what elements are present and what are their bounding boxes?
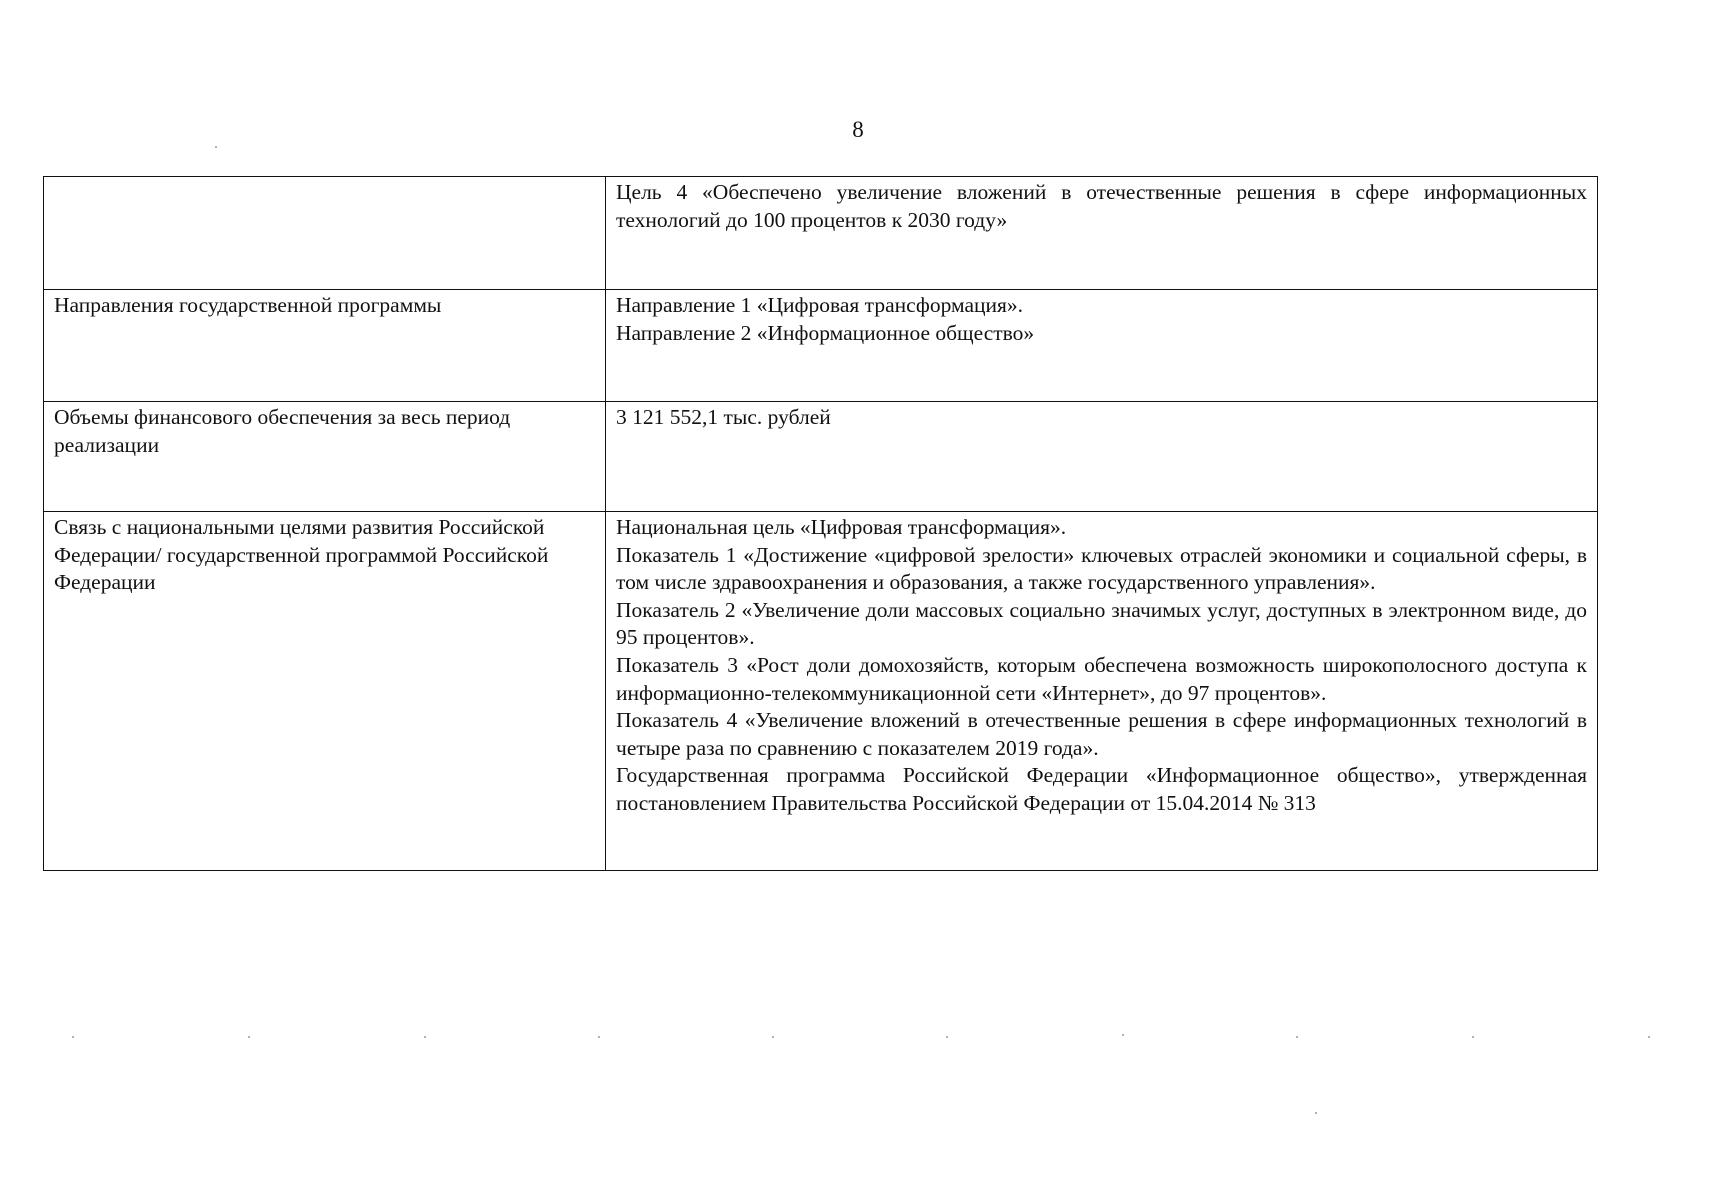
row-label: Направления государственной программы	[44, 290, 606, 402]
indicator-4-text: Показатель 4 «Увеличение вложений в отечественные решения в сфере информационных технологий в четыре раза по сравнению с показателем 2019 года».	[616, 708, 1587, 760]
row-label	[44, 177, 606, 290]
state-program-text: Государственная программа Российской Федерации «Информационное общество», утвержденная постановлением Правительства Российской Федерации от 15.04.2014 № 313	[616, 763, 1587, 815]
scan-dot	[72, 1036, 74, 1038]
row-label: Объемы финансового обеспечения за весь период реализации	[44, 402, 606, 512]
row-label: Связь с национальными целями развития Российской Федерации/ государственной программой Российской Федерации	[44, 512, 606, 871]
scan-dot	[1122, 1034, 1124, 1036]
scan-dot	[1315, 1112, 1317, 1114]
national-goal-text: Национальная цель «Цифровая трансформация».	[616, 515, 1067, 539]
scan-dot	[1648, 1036, 1650, 1038]
row-value	[606, 512, 1598, 871]
indicator-1-text: Показатель 1 «Достижение «цифровой зрелости» ключевых отраслей экономики и социальной сферы, в том числе здравоохранения и образования, а также государственного управления».	[616, 542, 1587, 595]
direction-2-text: Направление 2 «Информационное общество»	[616, 320, 1035, 345]
scan-dot	[1296, 1036, 1298, 1038]
scan-dot	[772, 1036, 774, 1038]
scan-dot	[946, 1036, 948, 1038]
table-row-directions	[44, 290, 1598, 402]
scan-dot	[215, 146, 217, 148]
scan-dot	[248, 1036, 250, 1038]
funding-amount: 3 121 552,1 тыс. рублей	[616, 405, 831, 429]
row-value	[606, 177, 1598, 290]
scan-dot	[424, 1036, 426, 1038]
scan-dot	[1472, 1036, 1474, 1038]
goal-4-text: Цель 4 «Обеспечено увеличение вложений в отечественные решения в сфере информационных технологий до 100 процентов к 2030 году»	[616, 180, 1587, 232]
row-value	[606, 402, 1598, 512]
row-value	[606, 290, 1598, 402]
scan-dot	[598, 1036, 600, 1038]
direction-1-text: Направление 1 «Цифровая трансформация».	[616, 293, 1024, 317]
page-number: 8	[852, 117, 864, 142]
indicator-3-text: Показатель 3 «Рост доли домохозяйств, которым обеспечена возможность широкополосного доступа к информационно-телекоммуникационной сети «Интернет», до 97 процентов».	[616, 652, 1587, 705]
table-row-national-goals	[44, 512, 1598, 871]
program-passport-table	[43, 176, 1598, 871]
table-row-goal-4	[44, 177, 1598, 290]
indicator-2-text: Показатель 2 «Увеличение доли массовых социально значимых услуг, доступных в электронном виде, до 95 процентов».	[616, 597, 1587, 650]
table-row-funding	[44, 402, 1598, 512]
